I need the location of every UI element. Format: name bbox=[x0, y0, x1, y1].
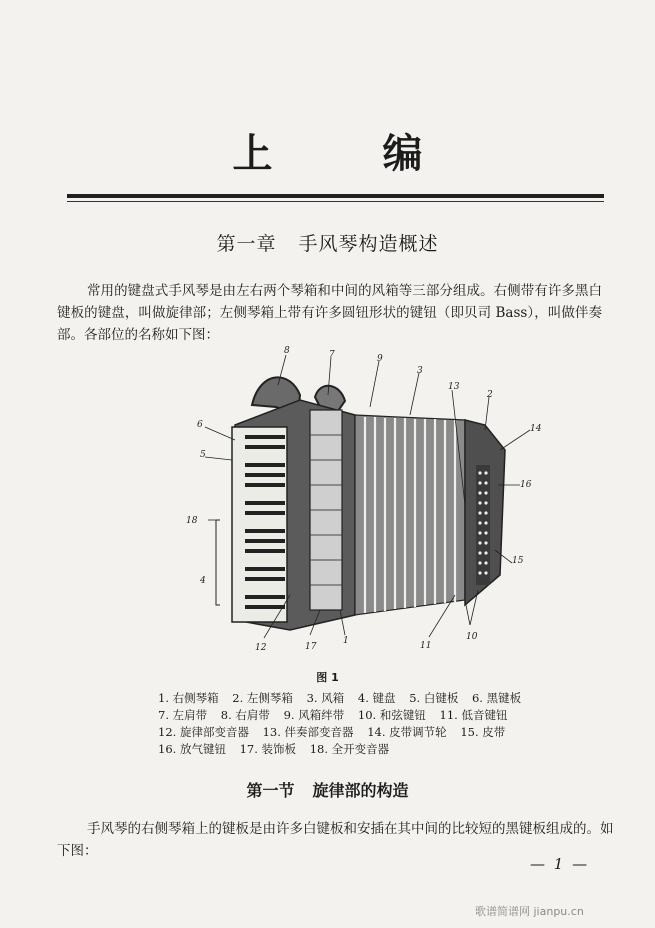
page-number: — 1 — bbox=[530, 855, 590, 873]
legend-item: 12. 旋律部变音器 bbox=[158, 725, 249, 739]
legend-item: 5. 白键板 bbox=[409, 691, 459, 705]
callout-8: 8 bbox=[284, 346, 290, 356]
callout-15: 15 bbox=[512, 556, 524, 566]
callout-4: 4 bbox=[200, 576, 206, 586]
legend-item: 11. 低音键钮 bbox=[439, 708, 508, 722]
legend-item: 9. 风箱绊带 bbox=[283, 708, 345, 722]
callout-9: 9 bbox=[377, 354, 383, 364]
section-number: 第一节 bbox=[246, 781, 295, 800]
callout-11: 11 bbox=[420, 641, 432, 651]
section-title: 旋律部的构造 bbox=[312, 781, 409, 800]
callout-17: 17 bbox=[305, 642, 317, 652]
intro-paragraph: 常用的键盘式手风琴是由左右两个琴箱和中间的风箱等三部分组成。右侧带有许多黑白键板的键盘，叫做旋律部；左侧琴箱上带有许多圆钮形状的键钮（即贝司 Bass），叫做伴奏部。各部位的名称如下图： bbox=[57, 283, 602, 343]
legend-item: 1. 右侧琴箱 bbox=[158, 691, 219, 705]
legend-item: 16. 放气键钮 bbox=[158, 742, 226, 756]
callout-10: 10 bbox=[466, 632, 478, 642]
callout-14: 14 bbox=[530, 424, 542, 434]
title-rule-thin bbox=[67, 201, 604, 202]
section-paragraph: 手风琴的右侧琴箱上的键板是由许多白键板和安插在其中间的比较短的黑键板组成的。如下图： bbox=[57, 821, 614, 859]
legend-item: 6. 黑键板 bbox=[471, 691, 522, 705]
callout-5: 5 bbox=[200, 450, 206, 460]
callout-2: 2 bbox=[487, 390, 493, 400]
legend-item: 18. 全开变音器 bbox=[309, 742, 390, 756]
legend-row bbox=[158, 690, 598, 707]
title-rule-thick bbox=[67, 194, 604, 198]
keyboard-brace bbox=[216, 520, 220, 605]
legend-item: 14. 皮带调节轮 bbox=[367, 725, 447, 739]
part-title-char-2: 编 bbox=[382, 130, 423, 177]
accordion-figure bbox=[180, 345, 555, 660]
bass-buttons bbox=[476, 465, 490, 585]
chapter-heading bbox=[0, 229, 655, 256]
part-title-char-1: 上 bbox=[232, 130, 273, 177]
callout-1: 1 bbox=[343, 636, 349, 646]
keyboard bbox=[232, 427, 287, 622]
callout-12: 12 bbox=[255, 643, 267, 653]
chapter-number: 第一章 bbox=[216, 233, 277, 255]
callout-13: 13 bbox=[448, 382, 460, 392]
bellows bbox=[355, 415, 465, 615]
chapter-title: 手风琴构造概述 bbox=[298, 233, 439, 255]
callout-7: 7 bbox=[329, 350, 335, 360]
figure-caption: 图 1 bbox=[316, 671, 339, 684]
figure-legend bbox=[158, 690, 598, 758]
callout-6: 6 bbox=[197, 420, 203, 430]
legend-item: 2. 左侧琴箱 bbox=[232, 691, 293, 705]
section-heading bbox=[0, 778, 655, 801]
part-title bbox=[0, 120, 655, 180]
legend-item: 17. 装饰板 bbox=[239, 742, 297, 756]
legend-item: 13. 伴奏部变音器 bbox=[262, 725, 354, 739]
legend-item: 7. 左肩带 bbox=[158, 708, 208, 722]
legend-row bbox=[158, 707, 598, 724]
callout-16: 16 bbox=[520, 480, 532, 490]
legend-row bbox=[158, 741, 598, 758]
callout-18: 18 bbox=[186, 516, 198, 526]
legend-item: 3. 风箱 bbox=[306, 691, 345, 705]
legend-item: 8. 右肩带 bbox=[220, 708, 270, 722]
legend-item: 15. 皮带 bbox=[460, 725, 506, 739]
watermark: 歌谱简谱网 jianpu.cn bbox=[475, 905, 584, 918]
legend-item: 4. 键盘 bbox=[357, 691, 396, 705]
callout-3: 3 bbox=[417, 366, 423, 376]
legend-item: 10. 和弦键钮 bbox=[357, 708, 426, 722]
legend-row bbox=[158, 724, 598, 741]
